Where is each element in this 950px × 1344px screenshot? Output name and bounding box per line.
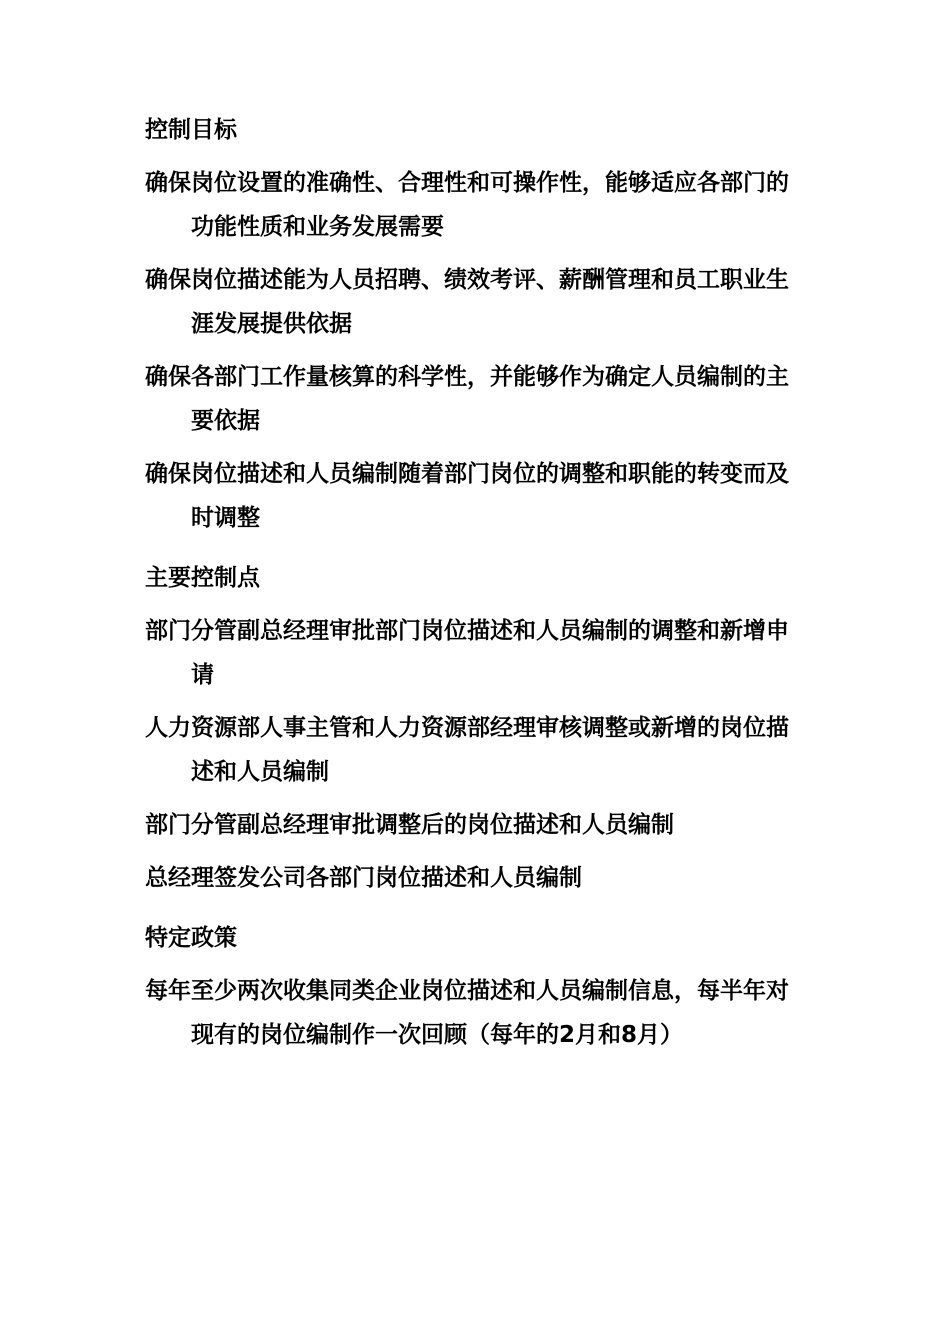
section-title: 特定政策 (145, 925, 237, 951)
document-page (145, 108, 795, 1057)
list-item: 部门分管副总经理审批调整后的岗位描述和人员编制 (145, 812, 674, 838)
section-title: 控制目标 (145, 117, 237, 143)
section-main-control-points (145, 556, 795, 900)
list-item: 确保岗位设置的准确性、合理性和可操作性，能够适应各部门的功能性质和业务发展需要 (145, 170, 789, 240)
list-item: 确保岗位描述能为人员招聘、绩效考评、薪酬管理和员工职业生涯发展提供依据 (145, 267, 789, 337)
section-title: 主要控制点 (145, 565, 260, 591)
list-item: 部门分管副总经理审批部门岗位描述和人员编制的调整和新增申请 (145, 618, 789, 688)
section-control-goals (145, 108, 795, 540)
list-item: 确保各部门工作量核算的科学性，并能够作为确定人员编制的主要依据 (145, 364, 789, 434)
list-item: 每年至少两次收集同类企业岗位描述和人员编制信息，每半年对现有的岗位编制作一次回顾（每年的2月和8月） (145, 978, 789, 1048)
section-specific-policy (145, 916, 795, 1057)
list-item: 确保岗位描述和人员编制随着部门岗位的调整和职能的转变而及时调整 (145, 461, 789, 531)
list-item: 人力资源部人事主管和人力资源部经理审核调整或新增的岗位描述和人员编制 (145, 715, 789, 785)
list-item: 总经理签发公司各部门岗位描述和人员编制 (145, 865, 582, 891)
